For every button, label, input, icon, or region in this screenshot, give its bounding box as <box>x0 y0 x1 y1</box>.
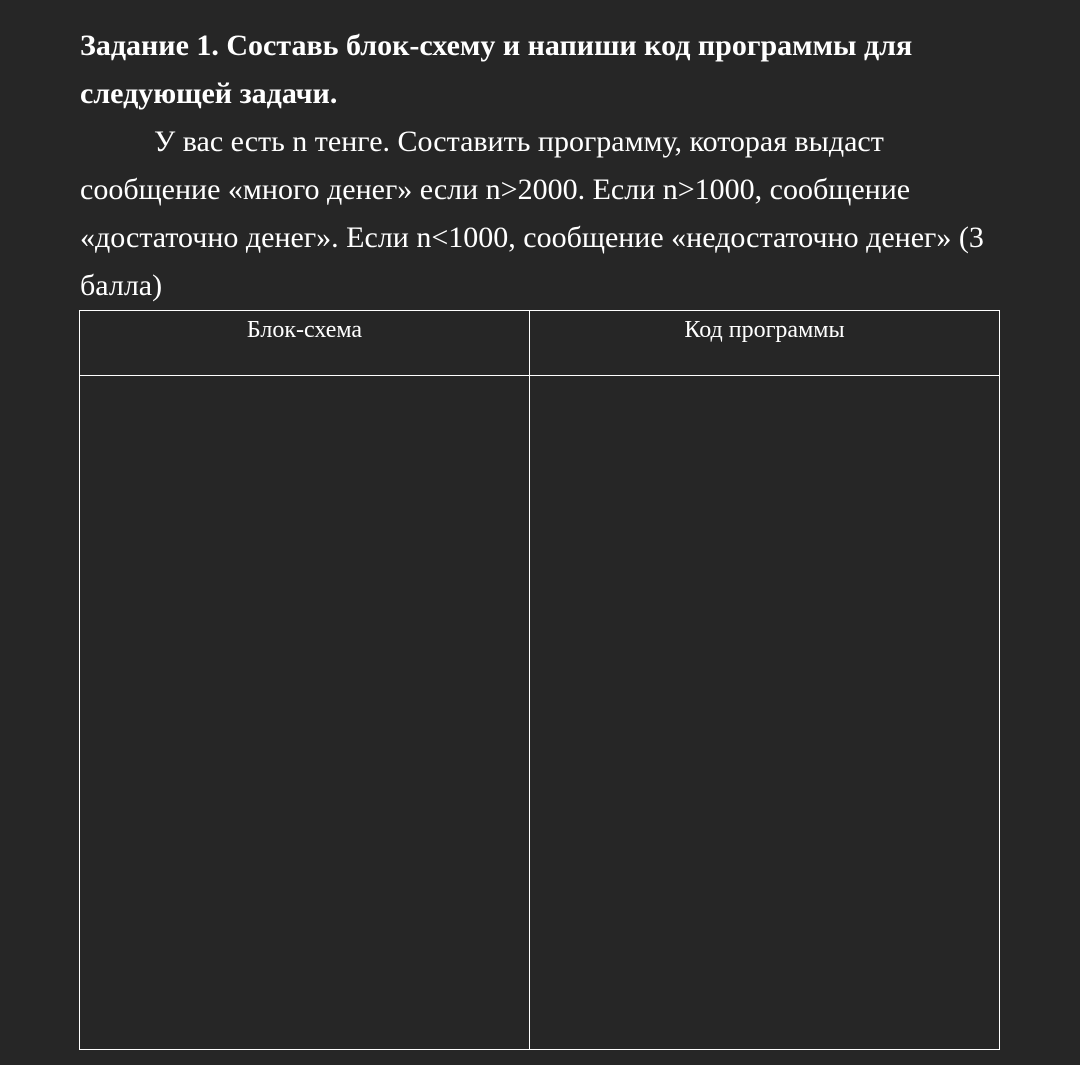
table-header-row <box>80 311 1000 376</box>
header-program-code: Код программы <box>530 311 1000 376</box>
header-flowchart: Блок-схема <box>80 311 530 376</box>
answer-table <box>79 310 1000 1050</box>
task-title: Задание 1. Составь блок-схему и напиши код программы для следующей задачи. <box>80 29 913 110</box>
task-text: У вас есть n тенге. Составить программу, которая выдаст сообщение «много денег» если n>2000. Если n>1000, сообщение «достаточно денег». Если n<1000, сообщение «недостаточно денег» (3 балла) <box>80 125 984 302</box>
code-answer-cell[interactable] <box>530 376 1000 1050</box>
task-block <box>80 22 1000 310</box>
table-answer-row <box>80 376 1000 1050</box>
flowchart-answer-cell[interactable] <box>80 376 530 1050</box>
